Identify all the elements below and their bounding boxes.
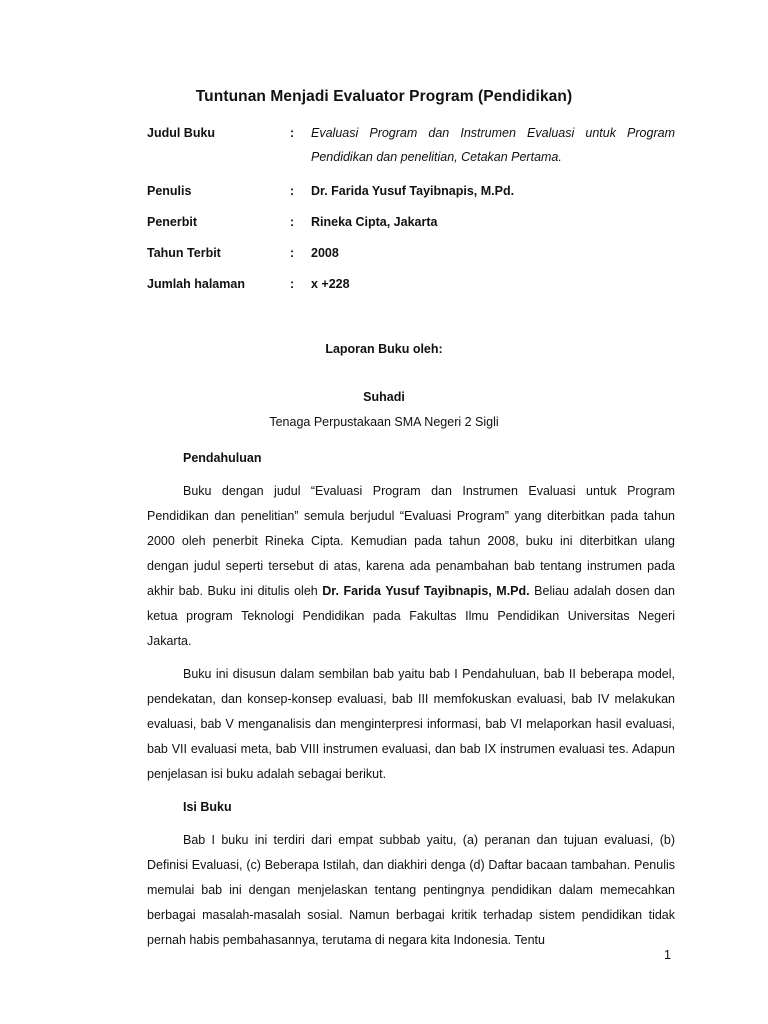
- book-metadata: [147, 124, 675, 306]
- report-by-label: Laporan Buku oleh:: [325, 342, 443, 356]
- metadata-value: Evaluasi Program dan Instrumen Evaluasi untuk Program Pendidikan dan penelitian, Cetakan Pertama.: [311, 126, 675, 164]
- metadata-label: Tahun Terbit: [147, 246, 221, 260]
- author-name: Suhadi: [363, 390, 405, 404]
- document-title: Tuntunan Menjadi Evaluator Program (Pendidikan): [195, 88, 573, 105]
- metadata-value: x +228: [311, 277, 350, 291]
- page-number: 1: [664, 948, 671, 962]
- metadata-label: Jumlah halaman: [147, 277, 245, 291]
- section-heading-content: Isi Buku: [183, 800, 232, 814]
- metadata-value: Dr. Farida Yusuf Tayibnapis, M.Pd.: [311, 184, 515, 198]
- metadata-label: Judul Buku: [147, 126, 216, 140]
- author-name-bold: Dr. Farida Yusuf Tayibnapis, M.Pd.: [322, 584, 530, 598]
- metadata-label: Penulis: [147, 184, 192, 198]
- metadata-colon: :: [290, 126, 295, 140]
- metadata-colon: :: [290, 184, 295, 198]
- metadata-label: Penerbit: [147, 215, 198, 229]
- metadata-colon: :: [290, 215, 295, 229]
- metadata-colon: :: [290, 277, 295, 291]
- metadata-value: 2008: [311, 246, 339, 260]
- paragraph-text: Buku dengan judul “Evaluasi Program dan Instrumen Evaluasi untuk Program Pendidikan dan penelitian” semula berjudul “Evaluasi Program” yang diterbitkan pada tahun 2000 oleh penerbit Rineka Cipta. Kemudian pada tahun 2008, buku ini diterbitkan ulang dengan judul seperti tersebut di atas, karena ada penambahan bab tentang instrumen pada akhir bab. Buku ini ditulis oleh: [147, 484, 675, 598]
- metadata-row-title: [147, 124, 675, 169]
- metadata-row-year: [147, 244, 675, 262]
- paragraph-text: Beliau adalah dosen dan ketua program Teknologi Pendidikan pada Fakultas Ilmu Pendidikan Universitas Negeri Jakarta.: [147, 584, 675, 648]
- metadata-value: Rineka Cipta, Jakarta: [311, 215, 438, 229]
- author-affiliation: Tenaga Perpustakaan SMA Negeri 2 Sigli: [269, 415, 499, 429]
- metadata-colon: :: [290, 246, 295, 260]
- paragraph-intro-1: [147, 479, 675, 654]
- metadata-row-publisher: [147, 213, 675, 231]
- metadata-row-author: [147, 182, 675, 200]
- paragraph-content-1: Bab I buku ini terdiri dari empat subbab yaitu, (a) peranan dan tujuan evaluasi, (b) Definisi Evaluasi, (c) Beberapa Istilah, dan diakhiri denga (d) Daftar bacaan tambahan. Penulis memulai bab ini dengan menjelaskan tentang pentingnya pendidikan dalam memecahkan berbagai masalah-masalah sosial. Namun berbagai kritik terhadap sistem pendidikan tidak pernah habis pembahasannya, terutama di negara kita Indonesia. Tentu: [147, 833, 675, 947]
- metadata-row-pages: [147, 275, 675, 293]
- paragraph-intro-2: Buku ini disusun dalam sembilan bab yaitu bab I Pendahuluan, bab II beberapa model, pendekatan, dan konsep-konsep evaluasi, bab III memfokuskan evaluasi, bab IV melakukan evaluasi, bab V menganalisis dan menginterpresi informasi, bab VI melaporkan hasil evaluasi, bab VII evaluasi meta, bab VIII instrumen evaluasi, dan bab IX instrumen evaluasi tes. Adapun penjelasan isi buku adalah sebagai berikut.: [147, 667, 675, 781]
- document-body: [147, 446, 675, 961]
- section-heading-intro: Pendahuluan: [183, 451, 262, 465]
